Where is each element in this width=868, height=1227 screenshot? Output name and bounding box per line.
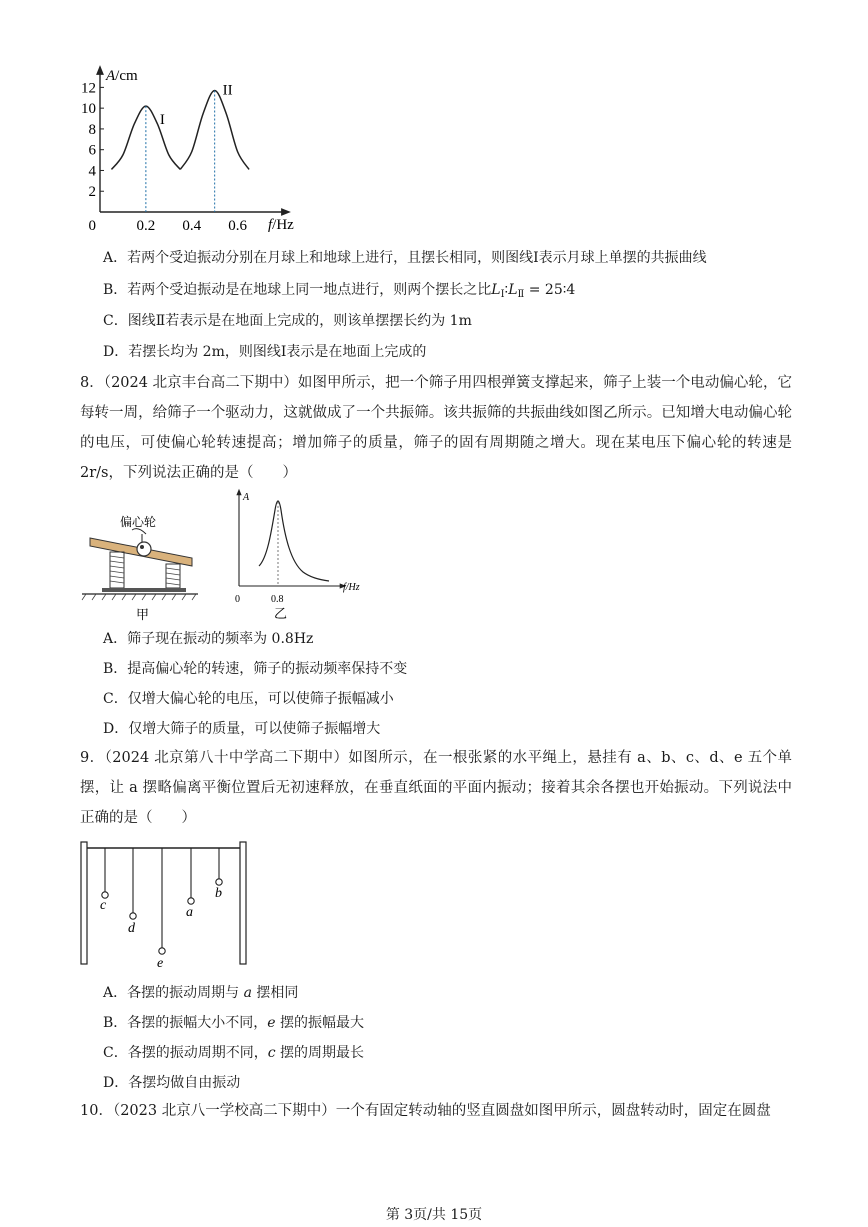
resonance-chart-1 (80, 62, 320, 232)
option-text: A．各摆的振动周期与 (103, 985, 244, 1001)
left-post (81, 842, 87, 964)
figure-pendulums (76, 838, 256, 970)
x-tick-label-0: 0 (88, 218, 96, 232)
y-axis-label: A (243, 492, 250, 503)
label-b: b (215, 886, 222, 901)
pendulum-bob-a (188, 898, 194, 904)
y-tick-label-12: 12 (81, 80, 96, 97)
pendulum-bob-e (159, 948, 165, 954)
x-axis-label: f/Hz (343, 582, 360, 593)
curve-II (180, 91, 249, 170)
y-tick-label-2: 2 (88, 184, 96, 201)
option-variable: a (243, 985, 252, 1001)
option-variable: e (267, 1015, 276, 1031)
right-post (240, 842, 246, 964)
q8-option-c[interactable]: C．仅增大偏心轮的电压，可以使筛子振幅减小 (103, 691, 394, 707)
eccentric-wheel (137, 542, 151, 556)
q7-option-b[interactable] (103, 280, 575, 305)
label-e: e (157, 956, 164, 970)
option-text: D．各摆均做自由振动 (103, 1075, 241, 1091)
option-variable: c (267, 1045, 276, 1061)
subscript-2: Ⅱ (517, 289, 525, 300)
x-axis-label: f/Hz (268, 217, 294, 232)
y-axis-label: A/cm (106, 68, 138, 84)
y-tick-label-8: 8 (88, 121, 96, 138)
x-tick-0.8: 0.8 (271, 594, 284, 605)
x-tick-label-0.4: 0.4 (182, 218, 202, 232)
option-text: 摆的周期最长 (275, 1045, 365, 1061)
series-label-II: II (222, 82, 233, 99)
symbol-l: L (508, 282, 518, 298)
q7-option-c[interactable] (103, 311, 472, 331)
option-text: D．若摆长均为 2m，则图线Ⅰ表示是在地面上完成的 (103, 344, 427, 360)
series-label-I: I (159, 112, 165, 129)
ratio-value: = 25∶4 (524, 282, 576, 298)
label-c: c (100, 898, 107, 913)
q8-option-b[interactable]: B．提高偏心轮的转速，筛子的振动频率保持不变 (103, 661, 408, 677)
symbol-l: L (491, 282, 501, 298)
q10-stem: 10．（2023 北京八一学校高二下期中）一个有固定转动轴的竖直圆盘如图甲所示，圆盘转动时，固定在圆盘 (80, 1103, 771, 1119)
pendulum-bob-d (130, 913, 136, 919)
subscript-1: Ⅰ (500, 289, 505, 300)
figure-caption-yi: 乙 (274, 606, 288, 621)
q9-option-c[interactable] (103, 1043, 364, 1063)
x-tick-label-0.6: 0.6 (228, 218, 247, 232)
q9-option-a[interactable] (103, 983, 298, 1003)
q7-option-d[interactable] (103, 342, 426, 362)
pendulum-bob-b (216, 879, 222, 885)
y-tick-label-10: 10 (81, 101, 96, 118)
option-text: 摆的振幅最大 (275, 1015, 365, 1031)
figure-jia-sieve (80, 512, 200, 622)
q8-stem: 8．（2024 北京丰台高二下期中）如图甲所示，把一个筛子用四根弹簧支撑起来，筛子上装一个电动偏心轮，它每转一周，给筛子一个驱动力，这就做成了一个共振筛。该共振筛的共振曲线如图乙所示。已知增大电动偏心轮的电压，可使偏心轮转速提高；增加筛子的质量，筛子的固有周期随之增大。现在某电压下偏心轮的转速是2r/s，下列说法正确的是（ ） (80, 375, 792, 481)
x-tick-label-0.2: 0.2 (136, 218, 156, 232)
wheel-label: 偏心轮 (120, 515, 157, 529)
q7-option-a[interactable] (103, 248, 707, 268)
q9-option-b[interactable] (103, 1013, 364, 1033)
y-tick-label-4: 4 (88, 163, 96, 180)
page-footer: 第 3页/共 15页 (385, 1207, 483, 1223)
x-tick-0: 0 (235, 594, 240, 605)
figure-caption-jia: 甲 (136, 607, 150, 622)
q8-option-a[interactable]: A．筛子现在振动的频率为 0.8Hz (103, 631, 314, 647)
resonance-curve (259, 501, 329, 581)
option-text: B．各摆的振幅大小不同， (103, 1015, 268, 1031)
option-text: B．若两个受迫振动是在地球上同一地点进行，则两个摆长之比 (103, 282, 492, 298)
q8-option-d[interactable]: D．仅增大筛子的质量，可以使筛子振幅增大 (103, 721, 381, 737)
option-text: C．图线Ⅱ若表示是在地面上完成的，则该单摆摆长约为 1m (103, 313, 472, 329)
figure-yi-resonance-chart (225, 488, 375, 624)
ratio-colon: ∶ (504, 282, 509, 298)
option-text: C．各摆的振动周期不同， (103, 1045, 268, 1061)
label-a: a (186, 905, 193, 920)
q9-option-d[interactable] (103, 1073, 240, 1093)
option-text: A．若两个受迫振动分别在月球上和地球上进行，且摆长相同，则图线Ⅰ表示月球上单摆的共振曲线 (103, 250, 707, 266)
option-text: 摆相同 (251, 985, 299, 1001)
y-tick-label-6: 6 (88, 142, 96, 159)
q9-stem: 9．（2024 北京第八十中学高二下期中）如图所示，在一根张紧的水平绳上，悬挂有 a、b、c、d、e 五个单摆，让 a 摆略偏离平衡位置后无初速释放，在垂直纸面的平面内振动；接着其余各摆也开始振动。下列说法中正确的是（ ） (80, 750, 792, 826)
label-d: d (128, 921, 135, 936)
